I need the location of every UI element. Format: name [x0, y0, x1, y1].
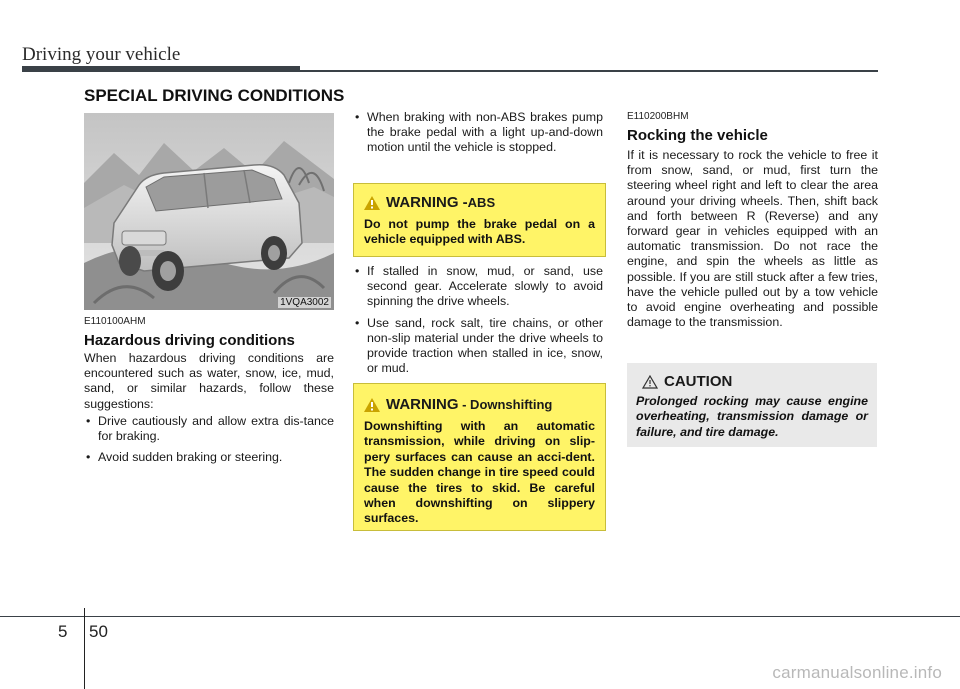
caution-box [627, 363, 877, 447]
list-item: • Use sand, rock salt, tire chains, or other non-slip material under the drive wheels to provide traction when stalled in ice, snow, or mud. [353, 316, 603, 377]
heading-hazardous-driving: Hazardous driving conditions [84, 332, 295, 349]
stall-bullet-list [353, 264, 603, 382]
list-item: • Drive cautiously and allow extra dis-tance for braking. [84, 414, 334, 444]
list-item: • If stalled in snow, mud, or sand, use second gear. Accelerate slowly to avoid spinning the drive wheels. [353, 264, 603, 310]
section-title: SPECIAL DRIVING CONDITIONS [84, 86, 345, 105]
warning-topic: - Downshifting [458, 397, 553, 412]
footer-rule [0, 616, 960, 617]
header-rule-thick [22, 66, 300, 72]
heading-rocking-vehicle: Rocking the vehicle [627, 127, 768, 144]
warning-triangle-icon [364, 196, 380, 210]
page-number: 50 [89, 622, 108, 641]
braking-bullet-list [353, 110, 603, 162]
figure-code: 1VQA3002 [280, 297, 329, 308]
warning-topic: ABS [467, 195, 496, 210]
chapter-number: 5 [58, 622, 68, 641]
list-item: • When braking with non-ABS brakes pump the brake pedal with a light up-and-down motion until the vehicle is stopped. [353, 110, 603, 156]
rocking-text: If it is necessary to rock the vehicle to free it from snow, sand, or mud, first turn the steering wheel right and left to clear the area around your driving wheels. Then, shift back and forth between R (Reverse) and any forward gear in vehicles equipped with an automatic transmission. Do not race the engine, and spin the wheels as little as possible. If you are still stuck after a few tries, have the vehicle pulled out by a tow vehicle to avoid engine overheating and possible damage to the transmission. [627, 148, 878, 330]
caution-triangle-icon [642, 375, 658, 389]
hazardous-intro: When hazardous driving conditions are encountered such as water, snow, ice, mud, sand, or similar hazards, follow these suggestions: [84, 351, 334, 411]
warning-label: WARNING - [386, 194, 468, 211]
warning-downshifting-box [353, 383, 606, 531]
warning-downshifting-text: Downshifting with an automatic transmission, while driving on slip-pery surfaces can cause an acci-dent. The sudden change in tire speed could cause the tires to skid. Be careful when downshifting on slippery surfaces. [364, 419, 595, 526]
warning-abs-box [353, 183, 606, 257]
footer-divider [84, 608, 85, 689]
section-code-hazardous: E110100AHM [84, 316, 146, 327]
header-title: Driving your vehicle [22, 44, 181, 65]
vehicle-illustration [84, 113, 334, 310]
caution-text: Prolonged rocking may cause engine overheating, transmission damage or failure, and tire damage. [636, 394, 868, 439]
header-rule-thin [300, 70, 878, 72]
caution-label: CAUTION [664, 373, 733, 390]
list-item: • Avoid sudden braking or steering. [84, 450, 334, 465]
caution-header [636, 373, 868, 390]
warning-abs-header [364, 194, 595, 211]
warning-abs-text: Do not pump the brake pedal on a vehicle equipped with ABS. [364, 217, 595, 247]
warning-downshifting-header [364, 396, 595, 413]
warning-label: WARNING [386, 396, 459, 413]
watermark: carmanualsonline.info [772, 663, 942, 682]
section-code-rocking: E110200BHM [627, 111, 689, 122]
hazardous-bullet-list [84, 414, 334, 472]
warning-triangle-icon [364, 398, 380, 412]
suv-on-terrain-illustration [84, 113, 334, 310]
